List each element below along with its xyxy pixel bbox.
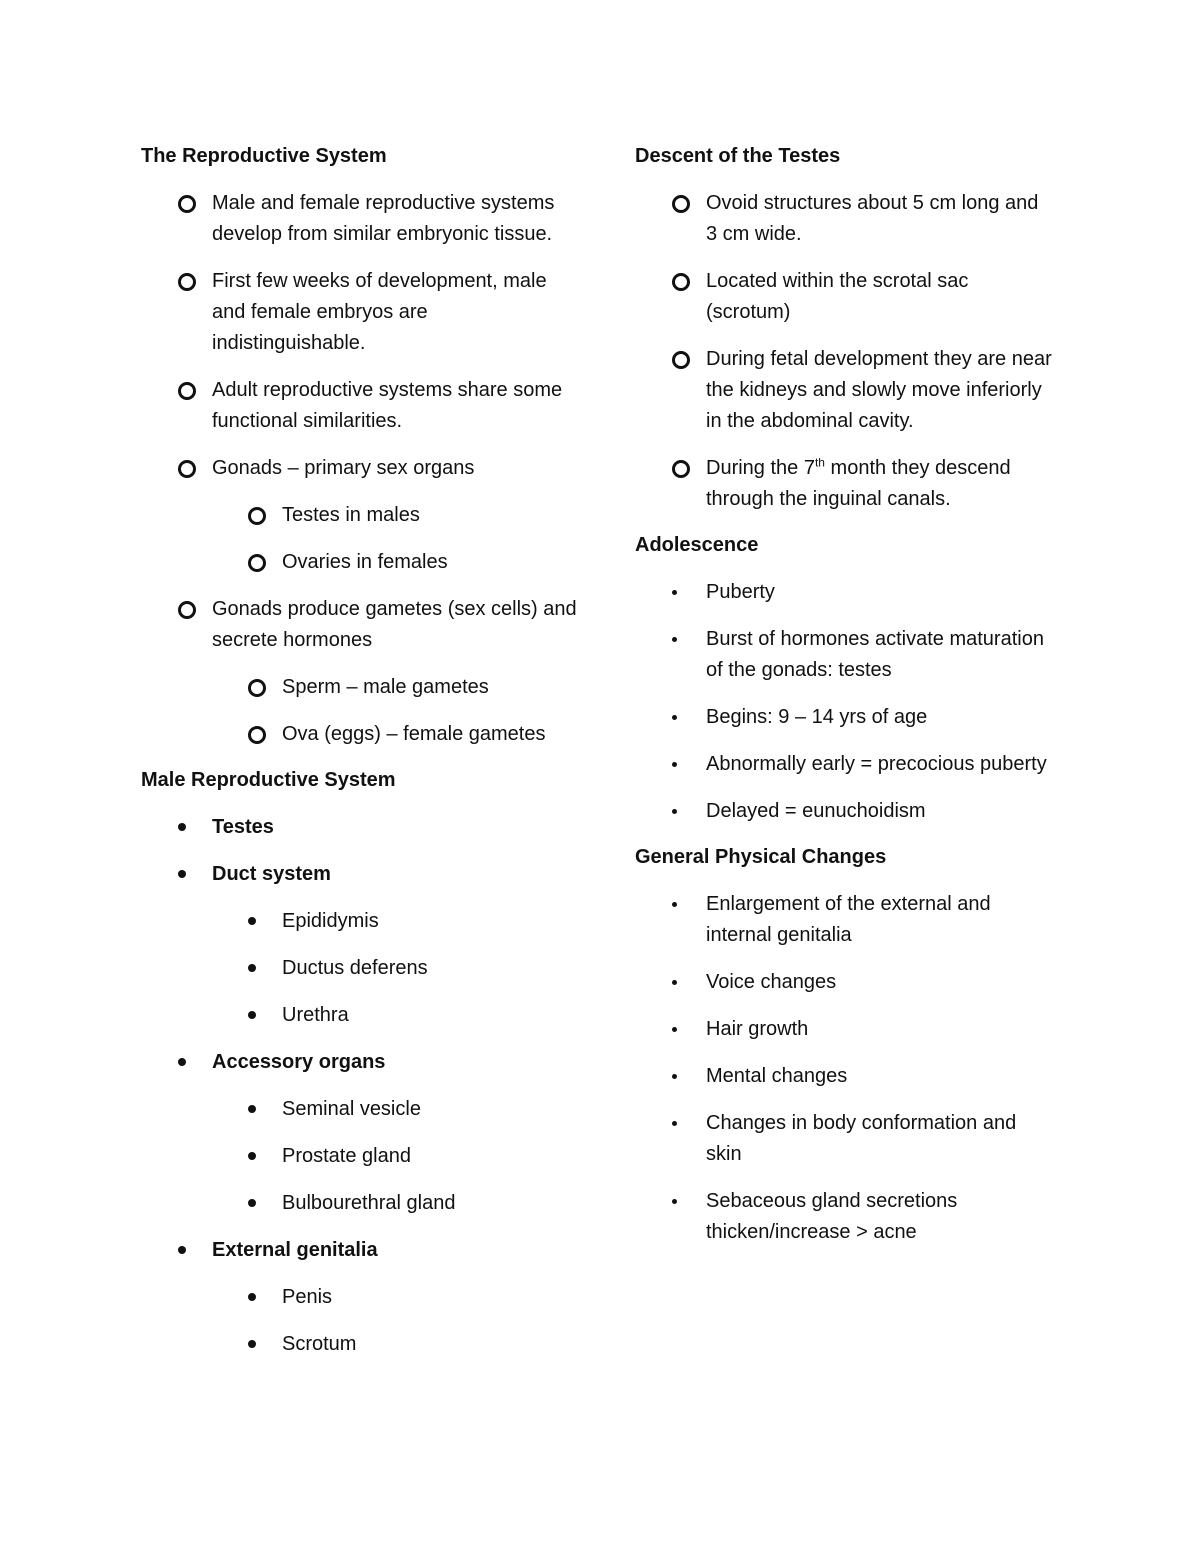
adolescence-list [635, 577, 1055, 827]
ring-bullet-icon [178, 460, 196, 478]
section-heading-descent-of-testes: Descent of the Testes [635, 145, 841, 167]
male-testes-list [141, 812, 581, 890]
list-item: Enlargement of the external and internal genitalia [635, 889, 1055, 951]
list-item: Changes in body conformation and skin [635, 1108, 1055, 1170]
descent-list [635, 188, 1055, 515]
filled-bullet-icon [248, 1011, 256, 1019]
list-item: Accessory organs [141, 1047, 581, 1078]
list-item: Abnormally early = precocious puberty [635, 749, 1055, 780]
gametes-list [141, 594, 581, 656]
list-item: Testes [141, 812, 581, 843]
list-item: Mental changes [635, 1061, 1055, 1092]
list-item: Puberty [635, 577, 1055, 608]
section-heading-adolescence: Adolescence [635, 534, 759, 556]
list-item: Adult reproductive systems share some functional similarities. [141, 375, 581, 437]
list-item: Ductus deferens [141, 953, 581, 984]
small-bullet-icon [672, 809, 677, 814]
list-item: Begins: 9 – 14 yrs of age [635, 702, 1055, 733]
filled-bullet-icon [178, 823, 186, 831]
ring-bullet-icon [178, 601, 196, 619]
section-heading-general-physical-changes: General Physical Changes [635, 846, 887, 868]
gametes-sublist [141, 672, 581, 750]
external-genitalia-list [141, 1235, 581, 1266]
list-item: Hair growth [635, 1014, 1055, 1045]
ring-bullet-icon [672, 351, 690, 369]
filled-bullet-icon [178, 870, 186, 878]
filled-bullet-icon [248, 917, 256, 925]
ring-bullet-icon [672, 273, 690, 291]
list-item: Duct system [141, 859, 581, 890]
list-item: Gonads – primary sex organs [141, 453, 581, 484]
list-item: Prostate gland [141, 1141, 581, 1172]
small-bullet-icon [672, 980, 677, 985]
list-item: Located within the scrotal sac (scrotum) [635, 266, 1055, 328]
list-item: During the 7th month they descend through the inguinal canals. [635, 453, 1055, 515]
filled-bullet-icon [248, 1152, 256, 1160]
list-item: Sebaceous gland secretions thicken/increase > acne [635, 1186, 1055, 1248]
ring-bullet-icon [248, 554, 266, 572]
list-item: During fetal development they are near the kidneys and slowly move inferiorly in the abdominal cavity. [635, 344, 1055, 437]
list-item: Burst of hormones activate maturation of the gonads: testes [635, 624, 1055, 686]
list-item: Epididymis [141, 906, 581, 937]
small-bullet-icon [672, 902, 677, 907]
small-bullet-icon [672, 1199, 677, 1204]
list-item: Bulbourethral gland [141, 1188, 581, 1219]
list-item: Seminal vesicle [141, 1094, 581, 1125]
external-genitalia-sublist [141, 1282, 581, 1360]
list-item: Male and female reproductive systems develop from similar embryonic tissue. [141, 188, 581, 250]
list-item: Penis [141, 1282, 581, 1313]
filled-bullet-icon [178, 1058, 186, 1066]
list-item: External genitalia [141, 1235, 581, 1266]
ring-bullet-icon [178, 382, 196, 400]
small-bullet-icon [672, 637, 677, 642]
list-item: Testes in males [141, 500, 581, 531]
ring-bullet-icon [178, 273, 196, 291]
filled-bullet-icon [248, 1105, 256, 1113]
list-item: First few weeks of development, male and female embryos are indistinguishable. [141, 266, 581, 359]
filled-bullet-icon [248, 1293, 256, 1301]
list-item: Ovoid structures about 5 cm long and 3 cm wide. [635, 188, 1055, 250]
filled-bullet-icon [248, 1199, 256, 1207]
ring-bullet-icon [248, 507, 266, 525]
left-column [141, 142, 581, 1376]
list-item: Gonads produce gametes (sex cells) and secrete hormones [141, 594, 581, 656]
ring-bullet-icon [672, 460, 690, 478]
small-bullet-icon [672, 1121, 677, 1126]
ring-bullet-icon [672, 195, 690, 213]
ring-bullet-icon [178, 195, 196, 213]
gonads-sublist [141, 500, 581, 578]
list-item: Voice changes [635, 967, 1055, 998]
list-item: Ovaries in females [141, 547, 581, 578]
reproductive-system-list [141, 188, 581, 484]
section-heading-reproductive-system: The Reproductive System [141, 145, 387, 167]
filled-bullet-icon [248, 964, 256, 972]
list-item: Delayed = eunuchoidism [635, 796, 1055, 827]
physical-changes-list [635, 889, 1055, 1248]
accessory-organs-sublist [141, 1094, 581, 1219]
filled-bullet-icon [248, 1340, 256, 1348]
right-column [635, 142, 1055, 1264]
filled-bullet-icon [178, 1246, 186, 1254]
list-item: Urethra [141, 1000, 581, 1031]
small-bullet-icon [672, 590, 677, 595]
ring-bullet-icon [248, 726, 266, 744]
list-item: Sperm – male gametes [141, 672, 581, 703]
section-heading-male-reproductive-system: Male Reproductive System [141, 769, 396, 791]
duct-system-sublist [141, 906, 581, 1031]
small-bullet-icon [672, 715, 677, 720]
accessory-organs-list [141, 1047, 581, 1078]
list-item: Ova (eggs) – female gametes [141, 719, 581, 750]
ring-bullet-icon [248, 679, 266, 697]
small-bullet-icon [672, 762, 677, 767]
list-item: Scrotum [141, 1329, 581, 1360]
small-bullet-icon [672, 1074, 677, 1079]
small-bullet-icon [672, 1027, 677, 1032]
